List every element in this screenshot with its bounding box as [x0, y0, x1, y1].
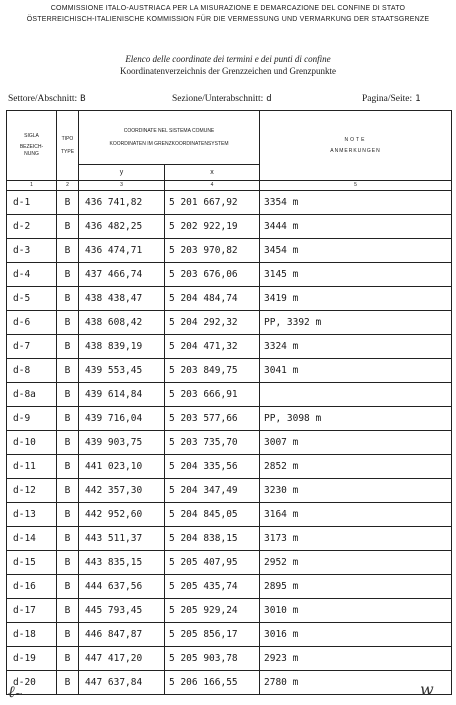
coord-y-cell: 447 417,20	[79, 647, 165, 671]
note-cell: 3007 m	[260, 431, 452, 455]
table-row	[7, 239, 452, 263]
table-row	[7, 287, 452, 311]
coord-y-cell: 436 741,82	[79, 191, 165, 215]
point-type-cell: B	[57, 671, 79, 695]
point-id-cell: d-11	[7, 455, 57, 479]
table-row	[7, 407, 452, 431]
table-row	[7, 623, 452, 647]
coord-y-cell: 439 614,84	[79, 383, 165, 407]
coord-y-cell: 443 511,37	[79, 527, 165, 551]
col-sigla-label: SIGLA	[24, 133, 39, 139]
table-row	[7, 671, 452, 695]
coord-x-cell: 5 205 903,78	[165, 647, 260, 671]
coord-x-cell: 5 204 347,49	[165, 479, 260, 503]
note-cell: 3324 m	[260, 335, 452, 359]
point-id-cell: d-10	[7, 431, 57, 455]
coord-y-cell: 436 474,71	[79, 239, 165, 263]
note-cell: 3173 m	[260, 527, 452, 551]
list-title-de: Koordinatenverzeichnis der Grenzzeichen und Grenzpunkte	[120, 66, 336, 76]
table-row	[7, 383, 452, 407]
table-row	[7, 431, 452, 455]
table-row	[7, 647, 452, 671]
point-id-cell: d-12	[7, 479, 57, 503]
coordinates-table	[6, 110, 452, 695]
point-type-cell: B	[57, 335, 79, 359]
col-coordinate-header	[79, 111, 260, 165]
col-note-de-label: ANMERKUNGEN	[330, 147, 381, 154]
point-id-cell: d-18	[7, 623, 57, 647]
point-type-cell: B	[57, 239, 79, 263]
table-row	[7, 311, 452, 335]
col-sigla-header	[7, 111, 57, 181]
coord-x-cell: 5 206 166,55	[165, 671, 260, 695]
point-type-cell: B	[57, 431, 79, 455]
coord-x-cell: 5 204 335,56	[165, 455, 260, 479]
coord-x-cell: 5 205 856,17	[165, 623, 260, 647]
coord-y-cell: 447 637,84	[79, 671, 165, 695]
table-row	[7, 215, 452, 239]
coord-y-cell: 439 716,04	[79, 407, 165, 431]
col-number-2: 2	[57, 181, 79, 191]
settore-field	[8, 94, 86, 104]
point-type-cell: B	[57, 527, 79, 551]
point-id-cell: d-20	[7, 671, 57, 695]
table-body	[7, 191, 452, 695]
point-id-cell: d-17	[7, 599, 57, 623]
coord-x-cell: 5 205 929,24	[165, 599, 260, 623]
point-type-cell: B	[57, 383, 79, 407]
col-coordinate-it-label: COORDINATE NEL SISTEMA COMUNE	[123, 127, 215, 134]
col-note-header	[260, 111, 452, 181]
coord-y-cell: 437 466,74	[79, 263, 165, 287]
note-cell: 3164 m	[260, 503, 452, 527]
col-type-label: TYPE	[60, 148, 75, 155]
coord-x-cell: 5 204 838,15	[165, 527, 260, 551]
signature-right-mark: w	[420, 680, 434, 699]
list-title-it: Elenco delle coordinate dei termini e dei punti di confine	[125, 54, 331, 64]
point-type-cell: B	[57, 455, 79, 479]
table-row	[7, 575, 452, 599]
point-id-cell: d-8a	[7, 383, 57, 407]
sezione-field	[172, 94, 272, 104]
note-cell	[260, 383, 452, 407]
coord-x-cell: 5 203 577,66	[165, 407, 260, 431]
pagina-label: Pagina/Seite:	[362, 94, 413, 104]
column-number-row	[7, 181, 452, 191]
settore-label: Settore/Abschnitt:	[8, 94, 78, 104]
table-row	[7, 335, 452, 359]
note-cell: PP, 3098 m	[260, 407, 452, 431]
table-row	[7, 527, 452, 551]
coord-x-cell: 5 203 676,06	[165, 263, 260, 287]
note-cell: 3041 m	[260, 359, 452, 383]
coord-y-cell: 436 482,25	[79, 215, 165, 239]
point-id-cell: d-16	[7, 575, 57, 599]
sezione-value: d	[266, 94, 272, 104]
coord-y-cell: 441 023,10	[79, 455, 165, 479]
coord-x-cell: 5 203 970,82	[165, 239, 260, 263]
point-id-cell: d-6	[7, 311, 57, 335]
note-cell: 3230 m	[260, 479, 452, 503]
coord-x-cell: 5 202 922,19	[165, 215, 260, 239]
note-cell: 3016 m	[260, 623, 452, 647]
point-id-cell: d-19	[7, 647, 57, 671]
note-cell: 3145 m	[260, 263, 452, 287]
coord-x-cell: 5 203 849,75	[165, 359, 260, 383]
pagina-field	[362, 94, 421, 104]
note-cell: 3444 m	[260, 215, 452, 239]
point-type-cell: B	[57, 551, 79, 575]
col-tipo-header	[57, 111, 79, 181]
note-cell: 2780 m	[260, 671, 452, 695]
col-number-3: 3	[79, 181, 165, 191]
point-type-cell: B	[57, 263, 79, 287]
note-cell: 2952 m	[260, 551, 452, 575]
col-y-header: y	[79, 165, 165, 181]
table-row	[7, 359, 452, 383]
coord-y-cell: 442 357,30	[79, 479, 165, 503]
point-type-cell: B	[57, 623, 79, 647]
coord-y-cell: 444 637,56	[79, 575, 165, 599]
table-row	[7, 551, 452, 575]
col-bezeichnung-label: BEZEICH-NUNG	[19, 144, 44, 157]
coord-y-cell: 438 839,19	[79, 335, 165, 359]
coord-y-cell: 438 608,42	[79, 311, 165, 335]
note-cell: 3454 m	[260, 239, 452, 263]
point-id-cell: d-13	[7, 503, 57, 527]
coord-x-cell: 5 203 666,91	[165, 383, 260, 407]
col-tipo-label: TIPO	[61, 135, 74, 142]
coord-x-cell: 5 201 667,92	[165, 191, 260, 215]
coord-y-cell: 443 835,15	[79, 551, 165, 575]
col-number-1: 1	[7, 181, 57, 191]
pagina-value: 1	[415, 94, 421, 104]
commission-title-de: ÖSTERREICHISCH-ITALIENISCHE KOMMISSION FÜR DIE VERMESSUNG UND VERMARKUNG DER STAATSGRENZE	[26, 16, 430, 23]
coord-x-cell: 5 203 735,70	[165, 431, 260, 455]
point-type-cell: B	[57, 503, 79, 527]
point-type-cell: B	[57, 575, 79, 599]
point-id-cell: d-3	[7, 239, 57, 263]
sezione-label: Sezione/Unterabschnitt:	[172, 94, 264, 104]
point-id-cell: d-4	[7, 263, 57, 287]
point-type-cell: B	[57, 311, 79, 335]
point-id-cell: d-2	[7, 215, 57, 239]
signature-left-mark: ℓ~	[8, 682, 24, 701]
point-type-cell: B	[57, 287, 79, 311]
coord-y-cell: 439 903,75	[79, 431, 165, 455]
point-type-cell: B	[57, 407, 79, 431]
point-id-cell: d-7	[7, 335, 57, 359]
note-cell: 2895 m	[260, 575, 452, 599]
point-type-cell: B	[57, 359, 79, 383]
note-cell: 3010 m	[260, 599, 452, 623]
table-header-row	[7, 111, 452, 165]
point-id-cell: d-15	[7, 551, 57, 575]
table-row	[7, 479, 452, 503]
coord-y-cell: 439 553,45	[79, 359, 165, 383]
point-id-cell: d-9	[7, 407, 57, 431]
point-type-cell: B	[57, 479, 79, 503]
point-id-cell: d-14	[7, 527, 57, 551]
note-cell: 3354 m	[260, 191, 452, 215]
coord-y-cell: 445 793,45	[79, 599, 165, 623]
coord-y-cell: 446 847,87	[79, 623, 165, 647]
col-number-4: 4	[165, 181, 260, 191]
note-cell: 2852 m	[260, 455, 452, 479]
col-number-5: 5	[260, 181, 452, 191]
table-row	[7, 599, 452, 623]
point-type-cell: B	[57, 647, 79, 671]
coord-x-cell: 5 204 845,05	[165, 503, 260, 527]
point-id-cell: d-1	[7, 191, 57, 215]
table-row	[7, 263, 452, 287]
point-type-cell: B	[57, 191, 79, 215]
coord-x-cell: 5 204 484,74	[165, 287, 260, 311]
table-row	[7, 503, 452, 527]
table-row	[7, 455, 452, 479]
table-row	[7, 191, 452, 215]
point-type-cell: B	[57, 215, 79, 239]
note-cell: 3419 m	[260, 287, 452, 311]
coord-y-cell: 438 438,47	[79, 287, 165, 311]
settore-value: B	[80, 94, 86, 104]
col-x-header: x	[165, 165, 260, 181]
col-coordinate-de-label: KOORDINATEN IM GRENZKOORDINATENSYSTEM	[109, 140, 229, 147]
point-id-cell: d-5	[7, 287, 57, 311]
coord-x-cell: 5 205 435,74	[165, 575, 260, 599]
point-type-cell: B	[57, 599, 79, 623]
col-note-it-label: NOTE	[344, 136, 367, 143]
coord-x-cell: 5 204 292,32	[165, 311, 260, 335]
note-cell: PP, 3392 m	[260, 311, 452, 335]
note-cell: 2923 m	[260, 647, 452, 671]
coord-x-cell: 5 205 407,95	[165, 551, 260, 575]
coord-x-cell: 5 204 471,32	[165, 335, 260, 359]
commission-title-it: COMMISSIONE ITALO-AUSTRIACA PER LA MISURAZIONE E DEMARCAZIONE DEL CONFINE DI STATO	[50, 5, 406, 12]
coord-y-cell: 442 952,60	[79, 503, 165, 527]
point-id-cell: d-8	[7, 359, 57, 383]
